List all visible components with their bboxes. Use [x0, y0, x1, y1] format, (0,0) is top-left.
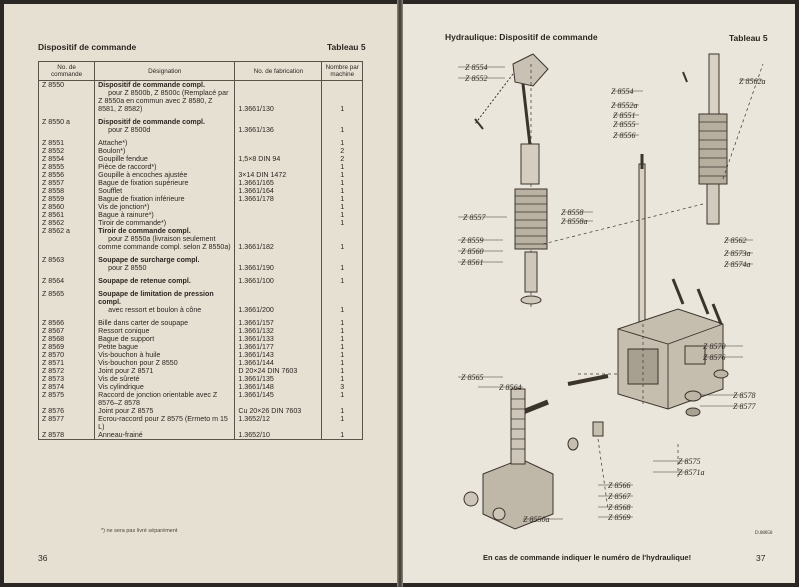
quantity: 1: [322, 343, 363, 351]
quantity: 1: [322, 351, 363, 359]
part-callout-label: Z 8558: [561, 208, 584, 217]
fabrication-number: [235, 211, 322, 219]
designation: [95, 163, 235, 171]
part-callout-label: Z 8554: [465, 63, 488, 72]
designation-text: Joint pour Z 8575: [98, 407, 154, 415]
quantity: 1: [322, 391, 363, 407]
order-number: Z 8552: [39, 147, 95, 155]
designation-text: Bague à rainure*): [98, 211, 154, 219]
order-number: Z 8562: [39, 219, 95, 227]
col-header-designation: Désignation: [95, 62, 235, 81]
quantity: 1: [322, 219, 363, 227]
table-row: [39, 118, 363, 134]
order-number: Z 8561: [39, 211, 95, 219]
part-callout-label: Z 8576: [703, 353, 726, 362]
part-callout-label: Z 8571a: [678, 468, 705, 477]
fabrication-number: 1.3661/135: [235, 375, 322, 383]
designation: [95, 227, 235, 251]
left-page-title: Dispositif de commande: [38, 42, 137, 52]
designation: [95, 195, 235, 203]
order-number: Z 8565: [39, 290, 95, 314]
table-row: [39, 163, 363, 171]
order-number: Z 8576: [39, 407, 95, 415]
fabrication-number: 1.3661/132: [235, 327, 322, 335]
designation: [95, 179, 235, 187]
part-callout-label: Z 8569: [608, 513, 631, 522]
designation-text: Anneau-frainé: [98, 431, 143, 439]
table-row: [39, 383, 363, 391]
quantity: 1: [322, 179, 363, 187]
designation-text: Bague de support: [98, 335, 155, 343]
part-callout-label: Z 8567: [608, 492, 631, 501]
fabrication-number: 1.3661/164: [235, 187, 322, 195]
designation-text: Vis de sûreté: [98, 375, 140, 383]
order-number: Z 8574: [39, 383, 95, 391]
designation: [95, 415, 235, 431]
table-row: [39, 351, 363, 359]
table-row: [39, 407, 363, 415]
designation-text: Vis-bouchon à huile: [98, 351, 161, 359]
order-note: En cas de commande indiquer le numéro de l'hydraulique!: [483, 553, 692, 562]
part-callout-label: Z 8562: [724, 236, 747, 245]
fabrication-number: 1.3661/148: [235, 383, 322, 391]
part-callout-label: Z 8550a: [523, 515, 550, 524]
designation-text: Ecrou-raccord pour Z 8575 (Ermeto m 15 L): [98, 415, 228, 431]
designation: [95, 359, 235, 367]
table-row: [39, 139, 363, 147]
table-row: [39, 203, 363, 211]
footnote: *) ne sera pas livré séparément: [101, 528, 178, 534]
quantity: 1: [322, 415, 363, 431]
order-number: Z 8567: [39, 327, 95, 335]
designation: [95, 187, 235, 195]
table-row: [39, 187, 363, 195]
part-callout-label: Z 8566: [608, 481, 631, 490]
quantity: 1: [322, 163, 363, 171]
table-row: [39, 227, 363, 251]
designation-title: Soupape de surcharge compl.: [98, 256, 200, 264]
control-rod: [639, 164, 645, 324]
order-number: Z 8556: [39, 171, 95, 179]
order-number: Z 8571: [39, 359, 95, 367]
quantity: 1: [322, 335, 363, 343]
fabrication-number: 1.3661/200: [235, 290, 322, 314]
quantity: 1: [322, 367, 363, 375]
quantity: 1: [322, 211, 363, 219]
order-number: Z 8575: [39, 391, 95, 407]
fabrication-number: [235, 219, 322, 227]
part-callout-label: Z 8562a: [739, 77, 766, 86]
quantity: 1: [322, 431, 363, 440]
table-row: [39, 81, 363, 114]
part-callout-label: Z 8560: [461, 247, 484, 256]
order-number: Z 8559: [39, 195, 95, 203]
designation: [95, 327, 235, 335]
order-number: Z 8562 a: [39, 227, 95, 251]
designation-title: Dispositif de commande compl.: [98, 118, 205, 126]
designation-text: Attache*): [98, 139, 128, 147]
right-page-number: 37: [756, 553, 766, 563]
designation: [95, 81, 235, 114]
table-row: [39, 359, 363, 367]
designation: [95, 219, 235, 227]
quantity: 3: [322, 383, 363, 391]
designation: [95, 203, 235, 211]
fabrication-number: 1.3661/165: [235, 179, 322, 187]
designation-text: Pièce de raccord*): [98, 163, 157, 171]
fabrication-number: 1.3652/12: [235, 415, 322, 431]
fabrication-number: 1.3661/190: [235, 256, 322, 272]
designation-text: Raccord de jonction orientable avec Z 8576–Z 8578: [98, 391, 218, 407]
quantity: 1: [322, 187, 363, 195]
designation: [95, 290, 235, 314]
table-row: [39, 367, 363, 375]
right-page: [403, 4, 795, 583]
order-number: Z 8558: [39, 187, 95, 195]
part-callout-label: Z 8573a: [724, 249, 751, 258]
col-header-number: No. de commande: [39, 62, 95, 81]
fabrication-number: [235, 139, 322, 147]
table-row: [39, 179, 363, 187]
fabrication-number: 1.3661/182: [235, 227, 322, 251]
order-number: Z 8550: [39, 81, 95, 114]
table-row: [39, 319, 363, 327]
fabrication-number: [235, 203, 322, 211]
order-number: Z 8578: [39, 431, 95, 440]
designation: [95, 407, 235, 415]
part-callout-label: Z 8552a: [611, 101, 638, 110]
link-part: [513, 54, 548, 86]
designation-text: Vis cylindrique: [98, 383, 144, 391]
table-row: [39, 415, 363, 431]
table-row: [39, 290, 363, 314]
designation-title: Soupape de limitation de pression compl.: [98, 290, 214, 306]
order-number: Z 8577: [39, 415, 95, 431]
fabrication-number: [235, 147, 322, 155]
table-row: [39, 195, 363, 203]
order-number: Z 8554: [39, 155, 95, 163]
order-number: Z 8568: [39, 335, 95, 343]
right-table-label: Tableau 5: [729, 33, 768, 43]
fabrication-number: Cu 20×26 DIN 7603: [235, 407, 322, 415]
right-page-title: Hydraulique: Dispositif de commande: [445, 32, 598, 42]
order-number: Z 8569: [39, 343, 95, 351]
fabrication-number: 1.3652/10: [235, 431, 322, 440]
fabrication-number: 1.3661/100: [235, 277, 322, 285]
part-callout-label: Z 8558a: [561, 217, 588, 226]
part-callout-label: Z 8568: [608, 503, 631, 512]
table-row: [39, 335, 363, 343]
part-callout-label: Z 8552: [465, 74, 488, 83]
designation: [95, 171, 235, 179]
col-header-quantity: Nombre par machine: [322, 62, 363, 81]
order-number: Z 8572: [39, 367, 95, 375]
designation-text: Goupille à encoches ajustée: [98, 171, 188, 179]
left-table-label: Tableau 5: [327, 42, 366, 52]
quantity: 1: [322, 375, 363, 383]
part-callout-label: Z 8575: [678, 457, 701, 466]
designation: [95, 343, 235, 351]
fabrication-number: 1.3661/130: [235, 81, 322, 114]
part-callout-label: Z 8561: [461, 258, 484, 267]
order-number: Z 8551: [39, 139, 95, 147]
table-row: [39, 431, 363, 440]
table-row: [39, 219, 363, 227]
designation-title: Tiroir de commande compl.: [98, 227, 191, 235]
part-callout-label: Z 8570: [703, 342, 726, 351]
order-number: Z 8564: [39, 277, 95, 285]
fabrication-number: 1,5×8 DIN 94: [235, 155, 322, 163]
quantity: 1: [322, 118, 363, 134]
designation-text: Petite bague: [98, 343, 139, 351]
designation-text: Vis de jonction*): [98, 203, 150, 211]
designation: [95, 383, 235, 391]
fabrication-number: 1.3661/157: [235, 319, 322, 327]
table-row: [39, 327, 363, 335]
designation-text: Goupille fendue: [98, 155, 148, 163]
part-callout-label: Z 8554: [611, 87, 634, 96]
quantity: 1: [322, 256, 363, 272]
designation: [95, 335, 235, 343]
designation-text: Bille dans carter de soupape: [98, 319, 189, 327]
order-number: Z 8570: [39, 351, 95, 359]
quantity: 1: [322, 227, 363, 251]
part-callout-label: Z 8574a: [724, 260, 751, 269]
designation-text: Joint pour Z 8571: [98, 367, 154, 375]
designation: [95, 277, 235, 285]
quantity: 1: [322, 171, 363, 179]
designation-text: Soufflet: [98, 187, 123, 195]
quantity: 1: [322, 277, 363, 285]
designation-text: Ressort conique: [98, 327, 150, 335]
designation: [95, 211, 235, 219]
designation-text: Vis-bouchon pour Z 8550: [98, 359, 178, 367]
designation: [95, 118, 235, 134]
fabrication-number: 1.3661/144: [235, 359, 322, 367]
part-callout-label: Z 8564: [499, 383, 522, 392]
quantity: 2: [322, 147, 363, 155]
order-number: Z 8573: [39, 375, 95, 383]
designation-text: Tiroir de commande*): [98, 219, 167, 227]
designation-text: Boulon*): [98, 147, 126, 155]
exploded-parts-diagram: [403, 4, 795, 583]
table-row: [39, 171, 363, 179]
designation: [95, 155, 235, 163]
part-callout-label: Z 8577: [733, 402, 756, 411]
order-number: Z 8550 a: [39, 118, 95, 134]
table-header-row: [39, 62, 363, 81]
quantity: 1: [322, 359, 363, 367]
quantity: 1: [322, 139, 363, 147]
table-row: [39, 211, 363, 219]
designation-text: pour Z 8500d: [108, 126, 151, 134]
designation: [95, 375, 235, 383]
designation-text: avec ressort et boulon à cône: [108, 306, 202, 314]
bellows-part: [515, 189, 547, 249]
table-row: [39, 375, 363, 383]
part-callout-label: Z 8578: [733, 391, 756, 400]
fabrication-number: 1.3661/178: [235, 195, 322, 203]
part-callout-label: Z 8556: [613, 131, 636, 140]
designation-text: pour Z 8550a (livraison seulement comme commande compl. selon Z 8550a): [98, 235, 231, 251]
fabrication-number: [235, 163, 322, 171]
quantity: 1: [322, 327, 363, 335]
quantity: 1: [322, 195, 363, 203]
table-row: [39, 256, 363, 272]
designation-text: pour Z 8500b, Z 8500c (Remplacé par Z 8550a en commun avec Z 8580, Z 8581, Z 8582): [98, 89, 229, 113]
fabrication-number: 1.3661/133: [235, 335, 322, 343]
designation-text: Bague de fixation inférieure: [98, 195, 185, 203]
fabrication-number: 1.3661/145: [235, 391, 322, 407]
fabrication-number: 3×14 DIN 1472: [235, 171, 322, 179]
fabrication-number: 1.3661/177: [235, 343, 322, 351]
part-callout-label: Z 8559: [461, 236, 484, 245]
part-callout-label: Z 8551: [613, 111, 636, 120]
parts-table: [38, 61, 363, 440]
table-row: [39, 155, 363, 163]
table-row: [39, 277, 363, 285]
designation-title: Soupape de retenue compl.: [98, 277, 191, 285]
table-row: [39, 343, 363, 351]
designation: [95, 147, 235, 155]
designation-text: Bague de fixation supérieure: [98, 179, 189, 187]
left-page-number: 36: [38, 553, 48, 563]
quantity: 1: [322, 203, 363, 211]
part-callout-label: Z 8555: [613, 120, 636, 129]
order-number: Z 8557: [39, 179, 95, 187]
designation: [95, 367, 235, 375]
designation: [95, 431, 235, 440]
designation-text: pour Z 8550: [108, 264, 147, 272]
part-callout-label: Z 8557: [463, 213, 486, 222]
quantity: 1: [322, 81, 363, 114]
fabrication-number: 1.3661/136: [235, 118, 322, 134]
designation: [95, 391, 235, 407]
order-number: Z 8566: [39, 319, 95, 327]
quantity: 1: [322, 319, 363, 327]
quantity: 2: [322, 155, 363, 163]
designation: [95, 351, 235, 359]
fabrication-number: D 20×24 DIN 7603: [235, 367, 322, 375]
table-row: [39, 391, 363, 407]
fabrication-number: 1.3661/143: [235, 351, 322, 359]
parts-table-body: [39, 81, 363, 440]
designation-title: Dispositif de commande compl.: [98, 81, 205, 89]
drawing-code: D.08050: [755, 531, 773, 536]
designation: [95, 256, 235, 272]
left-page: [4, 4, 397, 583]
order-number: Z 8560: [39, 203, 95, 211]
order-number: Z 8555: [39, 163, 95, 171]
table-row: [39, 147, 363, 155]
designation: [95, 319, 235, 327]
col-header-fabrication: No. de fabrication: [235, 62, 322, 81]
part-callout-label: Z 8565: [461, 373, 484, 382]
order-number: Z 8563: [39, 256, 95, 272]
designation: [95, 139, 235, 147]
quantity: 1: [322, 407, 363, 415]
quantity: 1: [322, 290, 363, 314]
